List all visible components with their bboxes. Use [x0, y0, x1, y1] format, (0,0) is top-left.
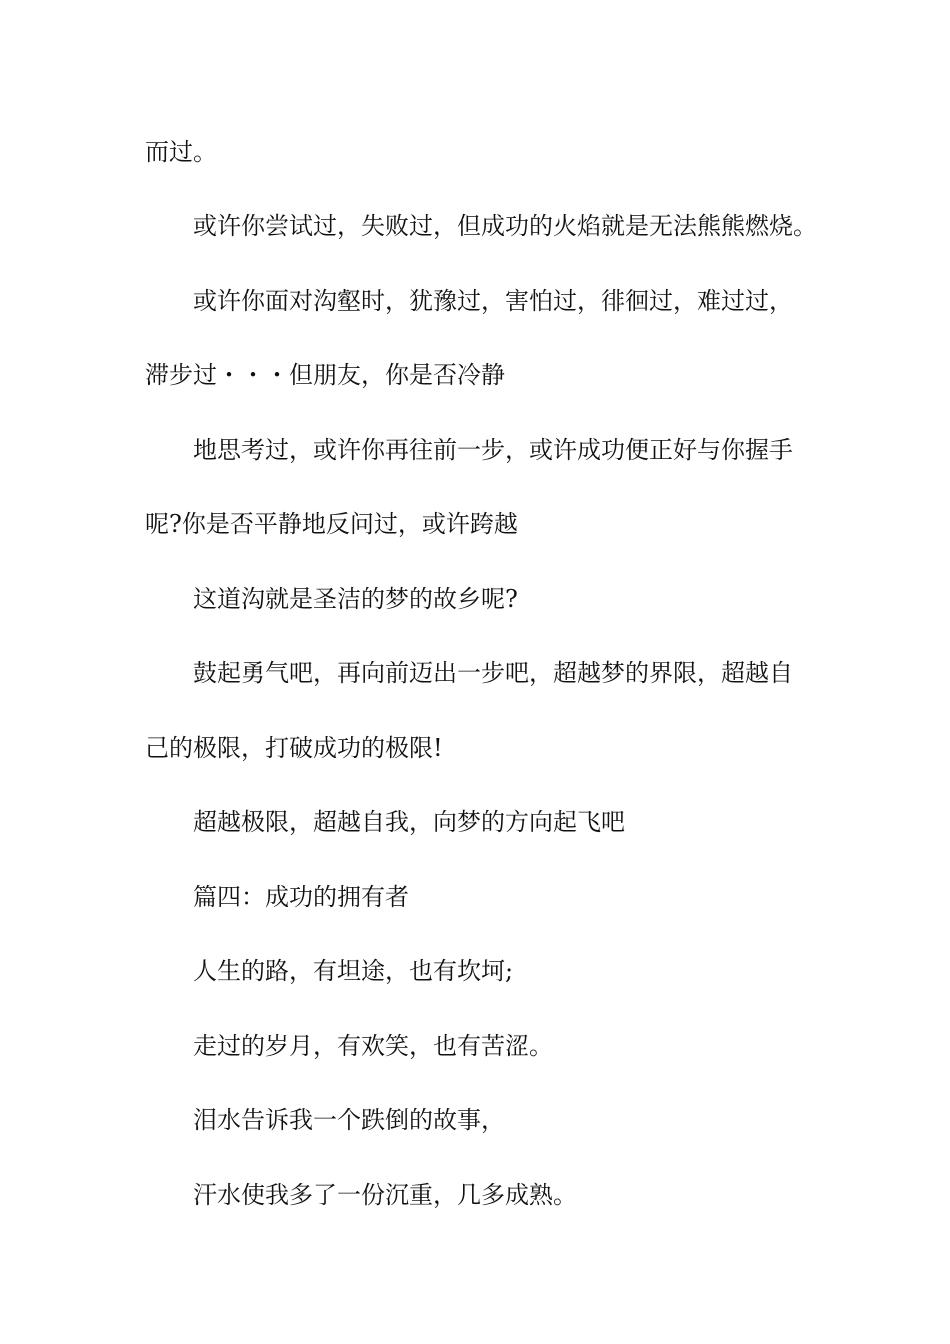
text-line: 汗水使我多了一份沉重，几多成熟。 — [193, 1181, 577, 1209]
text-line: 而过。 — [145, 138, 217, 166]
text-line: 己的极限，打破成功的极限! — [145, 734, 443, 762]
text-line: 走过的岁月，有欢笑，也有苦涩。 — [193, 1032, 553, 1060]
text-line: 或许你面对沟壑时，犹豫过，害怕过，徘徊过，难过过， — [193, 287, 793, 315]
text-line: 鼓起勇气吧，再向前迈出一步吧，超越梦的界限，超越自 — [193, 659, 793, 687]
text-line: 泪水告诉我一个跌倒的故事， — [193, 1106, 505, 1134]
text-line: 这道沟就是圣洁的梦的故乡呢? — [193, 585, 518, 613]
text-line: 或许你尝试过，失败过，但成功的火焰就是无法熊熊燃烧。 — [193, 212, 817, 240]
section-heading: 篇四：成功的拥有者 — [193, 883, 409, 911]
text-line: 地思考过，或许你再往前一步，或许成功便正好与你握手 — [193, 436, 793, 464]
text-line: 人生的路，有坦途，也有坎坷; — [193, 957, 514, 985]
text-line: 超越极限，超越自我，向梦的方向起飞吧 — [193, 808, 625, 836]
text-line: 呢?你是否平静地反问过，或许跨越 — [145, 510, 518, 538]
text-line: 滞步过・・・但朋友，你是否冷静 — [145, 361, 505, 389]
